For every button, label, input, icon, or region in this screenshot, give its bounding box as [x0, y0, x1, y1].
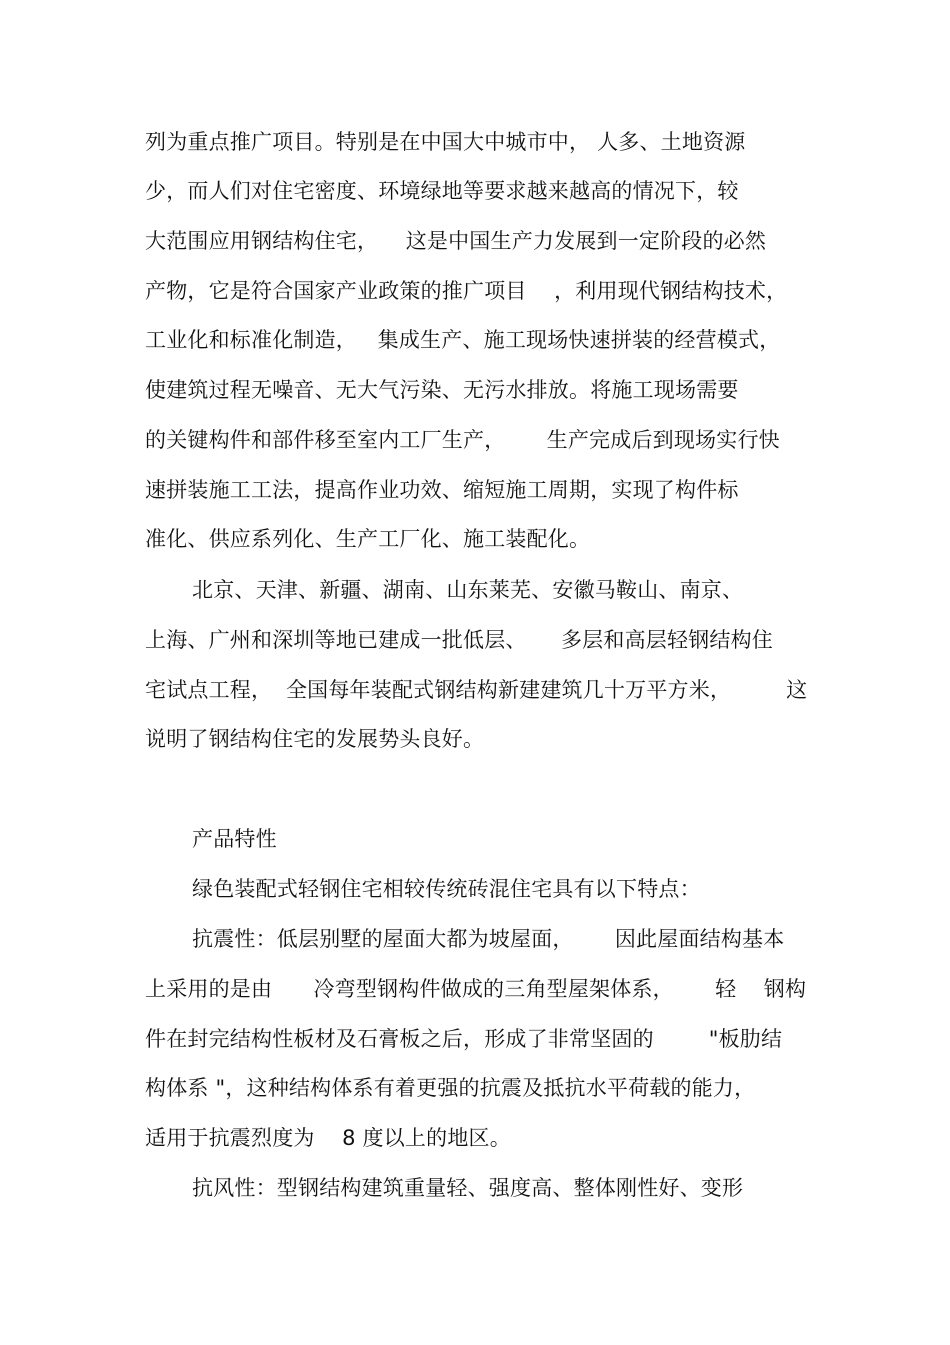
paragraph-2-line-1: 北京、天津、新疆、湖南、山东莱芜、安徽马鞍山、南京、: [192, 578, 744, 602]
paragraph-2-line-3: 宅试点工程， 全国每年装配式钢结构新建建筑几十万平方米， 这: [145, 678, 808, 702]
paragraph-3-line-3: 件在封完结构性板材及石膏板之后，形成了非常坚固的 "板肋结: [145, 1027, 783, 1051]
paragraph-1-line-8: 速拼装施工工法，提高作业功效、缩短施工周期，实现了构件标: [145, 478, 739, 502]
paragraph-1-line-5: 工业化和标准化制造， 集成生产、施工现场快速拼装的经营模式，: [145, 328, 781, 352]
paragraph-1-line-1: 列为重点推广项目。特别是在中国大中城市中， 人多、土地资源: [145, 130, 746, 154]
paragraph-3-line-5: 适用于抗震烈度为 8 度以上的地区。: [145, 1126, 511, 1150]
paragraph-2-line-2: 上海、广州和深圳等地已建成一批低层、 多层和高层轻钢结构住: [145, 628, 773, 652]
paragraph-1-line-6: 使建筑过程无噪音、无大气污染、无污水排放。将施工现场需要: [145, 378, 739, 402]
paragraph-1-line-4: 产物，它是符合国家产业政策的推广项目 ，利用现代钢结构技术，: [145, 279, 788, 303]
section-heading: 产品特性: [192, 827, 277, 851]
paragraph-4-line-1: 抗风性：型钢结构建筑重量轻、强度高、整体刚性好、变形: [192, 1176, 744, 1200]
paragraph-3-line-2: 上采用的是由 冷弯型钢构件做成的三角型屋架体系， 轻 钢构: [145, 977, 807, 1001]
paragraph-1-line-3: 大范围应用钢结构住宅， 这是中国生产力发展到一定阶段的必然: [145, 229, 767, 253]
paragraph-3-line-4: 构体系 "，这种结构体系有着更强的抗震及抵抗水平荷载的能力，: [145, 1076, 756, 1100]
intro-sentence: 绿色装配式轻钢住宅相较传统砖混住宅具有以下特点：: [192, 877, 701, 901]
paragraph-1-line-2: 少，而人们对住宅密度、环境绿地等要求越来越高的情况下，较: [145, 179, 739, 203]
paragraph-1-line-7: 的关键构件和部件移至室内工厂生产， 生产完成后到现场实行快: [145, 428, 780, 452]
paragraph-1-line-9: 准化、供应系列化、生产工厂化、施工装配化。: [145, 527, 591, 551]
paragraph-3-line-1: 抗震性：低层别墅的屋面大都为坡屋面， 因此屋面结构基本: [192, 927, 785, 951]
paragraph-2-line-4: 说明了钢结构住宅的发展势头良好。: [145, 727, 485, 751]
